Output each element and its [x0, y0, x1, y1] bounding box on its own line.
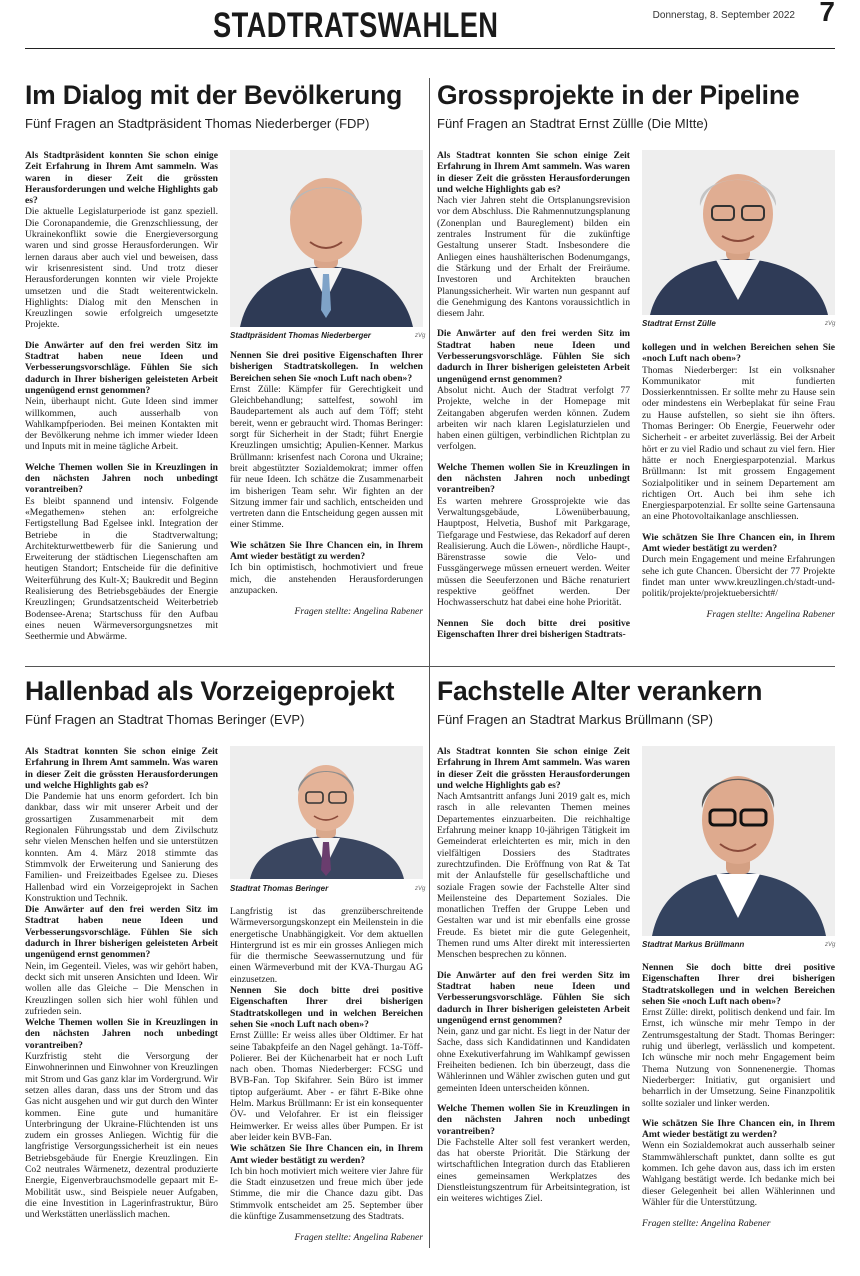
question: Welche Themen wollen Sie in Kreuzlingen in den nächsten Jahren noch unbedingt vorantreiben?	[437, 461, 630, 496]
question: Nennen Sie doch bitte drei positive Eigenschaften Ihrer drei bisherigen Stadtrats-	[437, 617, 630, 640]
answer: Nach Amtsantritt anfangs Juni 2019 galt es, mich rasch in alle relevanten Themen meines Departementes einzuarbeiten. Die reichhaltige Erfahrung meiner knapp 10-jährigen Tätigkeit im Gemeinderat erleichterten es mir, mich in den vielfältigen Dossiers des Stadtrates zurechtzufinden. Die Eröffnung von Rat & Tat mit der Anlaufstelle für gesellschaftliche und soziale Fragen sowie der Fachstelle Alter sind Meilensteine des Departement Soziales. Die monatlichen Treffen der Gruppe Leben und Gestalten war und ist mir ebenfalls eine grosse Freude. Es bietet mir die gute Gelegenheit, Themen rund ums Alter direkt mit interessierten Menschen besprechen zu können.	[437, 791, 630, 961]
subtitle: Fünf Fragen an Stadtrat Markus Brüllmann (SP)	[437, 712, 714, 727]
article-niederberger-col1	[25, 150, 218, 660]
answer: Wenn ein Sozialdemokrat auch ausserhalb seiner Stammwählerschaft punktet, dann sollte es gut kommen. Ich gehe davon aus, dass ich im ersten Wahlgang bestätigt werde. Ich bedanke mich bei dieser Gelegenheit bei allen Wählerinnen und Wähler für die Unterstützung.	[642, 1140, 835, 1208]
question: Als Stadtrat konnten Sie schon einige Zeit Erfahrung in Ihrem Amt sammeln. Was waren in dieser Zeit die grössten Herausforderungen und welche Highlights gab es?	[437, 150, 630, 195]
answer: Ernst Zülle: direkt, politisch denkend und fair. Im Ernst, ich wünsche mir mehr Tempo in der Zentrumsgestaltung der Stadt. Thomas Beringer: ruhig und überlegt, verlässlich und kompetent. Ich wünsche mir noch mehr Engagement beim Thema Nutzung von Sonnenenergie. Thomas Niederberger: Initiativ, gut organisiert und beharrlich in der Umsetzung. Seine Finanzpolitik sollte sozialer und linker werden.	[642, 1007, 835, 1109]
answer: Nein, überhaupt nicht. Gute Ideen sind immer willkommen, auch ausserhalb von Wahlkampfperioden. Bei meinen Kontakten mit der Bevölkerung nehme ich immer wieder Ideen und Inputs mit in meine tägliche Arbeit.	[25, 396, 218, 453]
question: Als Stadtpräsident konnten Sie schon einige Zeit Erfahrung in Ihrem Amt sammeln. Was waren in dieser Zeit die grössten Herausforderungen und welche Highlights gab es?	[25, 150, 218, 207]
author-credit: Fragen stellte: Angelina Rabener	[294, 1231, 423, 1243]
article-bruellmann-col1	[437, 746, 630, 1246]
column-divider	[429, 78, 430, 1248]
portrait-beringer-image	[230, 746, 423, 879]
photo-caption: Stadtrat Thomas Beringer	[230, 884, 329, 893]
question: Als Stadtrat konnten Sie schon einige Zeit Erfahrung in Ihrem Amt sammeln. Was waren in dieser Zeit die grössten Herausforderungen und welche Highlights gab es?	[437, 746, 630, 791]
question: Nennen Sie drei positive Eigenschaften Ihrer bisherigen Stadtratskollegen. In welchen Bereichen sehen Sie «noch Luft nach oben»?	[230, 350, 423, 384]
answer: Ernst Zülle: Kämpfer für Gerechtigkeit und Gleichbehandlung; sattelfest, sowohl im Baudepartement als auch auf dem Töff; steht bereit, wenn er gebraucht wird. Thomas Beringer: sorgt für Sicherheit in der Stadt; führt Energie Kreuzlingen umsichtig; Apulien-Kenner. Markus Brüllmann: krisenfest nach Corona und Ukraine; breit abgestützter Sozialdemokrat; immer offen für neue Ideen. Ich schätze die Zusammenarbeit im bisherigen Team sehr. Wir fighten an der Sitzung immer fair und sachlich, entscheiden und vertreten dann die Entscheidung gegen aussen mit einer Stimme.	[230, 383, 423, 531]
portrait-photo	[642, 746, 835, 936]
portrait-zuelle-image	[642, 150, 835, 315]
portrait-photo	[230, 746, 423, 879]
question: Wie schätzen Sie Ihre Chancen ein, in Ihrem Amt wieder bestätigt zu werden?	[230, 1143, 423, 1166]
question: Welche Themen wollen Sie in Kreuzlingen in den nächsten Jahren noch unbedingt vorantreiben?	[25, 461, 218, 496]
photo-credit: zVg	[415, 886, 426, 892]
answer: Ich bin hoch motiviert mich weitere vier Jahre für die Stadt einzusetzen und freue mich über jede Stimme, die mir die Chance dazu gibt. Das Stimmvolk entscheidet am 25. September über die künftige Zusammensetzung des Stadtrats.	[230, 1165, 423, 1223]
question: Die Anwärter auf den frei werden Sitz im Stadtrat haben neue Ideen und Verbesserungsvorschläge. Fühlen Sie sich dadurch in Ihrer bisherigen geleisteten Arbeit ungenügend ernst genommen?	[437, 969, 630, 1026]
headline: Hallenbad als Vorzeigeprojekt	[25, 676, 395, 706]
photo-credit: zVg	[415, 333, 426, 339]
question: Als Stadtrat konnten Sie schon einige Zeit Erfahrung in Ihrem Amt sammeln. Was waren in dieser Zeit die grössten Herausforderungen und welche Highlights gab es?	[25, 746, 218, 791]
answer: Nein, ganz und gar nicht. Es liegt in der Natur der Sache, dass sich Kandidatinnen und Kandidaten ohne Exekutiverfahrung im Wahlkampf gewissen Freiheiten bedienen. Ich bin überzeugt, dass die Wählerinnen und Wähler zwischen guten und gut gemeinten Ideen unterscheiden können.	[437, 1026, 630, 1094]
article-bruellmann-col2	[642, 962, 835, 1246]
portrait-photo	[230, 150, 423, 327]
answer: Kurzfristig steht die Versorgung der Einwohnerinnen und Einwohner von Kreuzlingen mit Strom und Gas ganz klar im Vordergrund. Wir setzen alles daran, dass uns der Strom und das Gas nicht ausgehen und wir gut durch den Winter kommen. Eine gute und humanitäre Unterbringung der Ukraine-Flüchtenden ist uns zudem ein grosses Anliegen. Wichtig für die langfristige Versorgungssicherheit ist ein neues Betriebsgebäude für Energie Kreuzlingen. Ein Co2 neutrales Wärmenetz, dezentral produzierte Energie, Eigenverbrauchsmodelle gepaart mit E-Mobilität usw., sind Beispiele neuer Aufgaben, die eine Investition in Lagerinfrastruktur, Büro und Werkstätten unerlässlich machen.	[25, 1051, 218, 1221]
photo-caption: Stadtrat Markus Brüllmann	[642, 940, 745, 949]
issue-date: Donnerstag, 8. September 2022	[652, 10, 795, 21]
author-credit: Fragen stellte: Angelina Rabener	[642, 1217, 771, 1229]
article-zuelle-col1	[437, 150, 630, 660]
answer: Die Fachstelle Alter soll fest verankert werden, das hat oberste Priorität. Die Stärkung der wirtschaftlichen Integration durch das Etablieren eines gemeinsamen Werkplatzes des Dienstleistungszentrum für Arbeitsintegration, ist ein weiteres wichtiges Ziel.	[437, 1136, 630, 1205]
answer: Es bleibt spannend und intensiv. Folgende «Megathemen» stehen an: erfolgreiche Fertigstellung Bad Egelsee inkl. Integration der Betriebe in die Stadtverwaltung; Architekturwettbewerb für die Sanierung und Erweiterung der städtischen Liegenschaften am heutigen Standort; Entscheide für die definitive Weiterführung des Kult-X; Baukredit und Beginn Realisierung des Betriebsgebäudes der Energie Kreuzlingen; Grundsatzentscheid Weiterbetrieb Bodensee-Arena; Startschuss für den Aufbau eines neuen Wärmeversorgungsnetzes mit Seethermie und Abwärme.	[25, 495, 218, 643]
answer: Nein, im Gegenteil. Vieles, was wir gehört haben, deckt sich mit unseren Ansichten und Ideen. Wir wollen alle das Gleiche – Die Menschen in Kreuzlingen sollen sich hier wohl fühlen und zufrieden sein.	[25, 960, 218, 1017]
article-zuelle-col2	[642, 342, 835, 654]
question: Wie schätzen Sie Ihre Chancen ein, in Ihrem Amt wieder bestätigt zu werden?	[230, 539, 423, 563]
answer: Thomas Niederberger: Ist ein volksnaher Kommunikator mit fundierten Dossierkenntnissen. Er sollte mehr zu Hause sein oder mindestens ein Werbeplakat für seine Frau zu Hause aufstellen, so sieht sie ihn öfters. Thomas Beringer: Ob Energie, Feuerwehr oder Sicherheit - er arbeitet zuverlässig. Bei der Arbeit hört er zu viel Radio und schaut zu viel fern. Hier hätte er noch Energiesparpotenzial. Markus Brüllmann: Ist mit grossem Engagement Sozialpolitiker und in seinem Departement am richtigen Ort. Auch bei ihm sehe ich Energiesparpotenzial. Er sollte seine Gartensauna an eine Photovoltaikanlage anschliessen.	[642, 364, 835, 523]
answer: Langfristig ist das grenzüberschreitende Wärmeversorgungskonzept ein Meilenstein in die energetische Unabhängigkeit. Vor dem aktuellen Hintergrund ist es mir ein grosses Anliegen mich für die thermische Seewassernutzung und für einen Wärmeverbund mit der KVA-Thurgau AG einzusetzen.	[230, 906, 423, 985]
photo-caption: Stadtpräsident Thomas Niederberger	[230, 331, 371, 340]
answer: Die Pandemie hat uns enorm gefordert. Ich bin dankbar, dass wir mit unserer Arbeit und der grossartigen Zusammenarbeit mit dem Regionalen Führungsstab und dem Zivilschutz sehr vielen Menschen helfen und sie unterstützen konnten. Am 4. März 2018 stimmte das Stimmvolk der Erweiterung und Sanierung des Familien- und Freizeitbades Egelsee zu. Dieses Hallenbad wird ein Vorzeigeprojekt in Sachen Konstruktion und Technik.	[25, 791, 218, 904]
article-niederberger	[25, 80, 423, 131]
article-niederberger-col2	[230, 350, 423, 655]
question: Die Anwärter auf den frei werden Sitz im Stadtrat haben neue Ideen und Verbesserungsvorschläge. Fühlen Sie sich dadurch in Ihrer bisherigen geleisteten Arbeit ungenügend ernst genommen?	[437, 328, 630, 385]
question: Nennen Sie doch bitte drei positive Eigenschaften Ihrer drei bisherigen Stadtratskollegen und in welchen Bereichen sehen Sie «noch Luft nach oben»?	[642, 962, 835, 1007]
question: Wie schätzen Sie Ihre Chancen ein, in Ihrem Amt wieder bestätigt zu werden?	[642, 531, 835, 555]
question: Welche Themen wollen Sie in Kreuzlingen in den nächsten Jahren noch unbedingt vorantreiben?	[25, 1017, 218, 1051]
article-zuelle	[437, 80, 835, 131]
answer: Ernst Züllle: Er weiss alles über Oldtimer. Er hat seine Tabakpfeife an den Nagel gehängt. 1a-Töff-Polierer. Bei der Küchenarbeit hat er noch Luft nach oben. Thomas Niederberger: FCSG und BVB-Fan. Top Skifahrer. Sein Büro ist immer tiptop aufgeräumt. Aber - er fährt E-Bike ohne Helm. Markus Brüllmann: Er ist ein konsequenter ÖV- und Velofahrer. Er ist ein fleissiger Heimwerker. Er weiss alles über Pumpen. Er ist aber leider kein BVB-Fan.	[230, 1030, 423, 1143]
portrait-bruellmann-image	[642, 746, 835, 936]
answer: Ich bin optimistisch, hochmotiviert und freue mich, die anstehenden Herausforderungen anzupacken.	[230, 562, 423, 596]
photo-credit: zVg	[825, 321, 836, 327]
photo-caption: Stadtrat Ernst Zülle	[642, 319, 716, 328]
section-title: STADTRATSWAHLEN	[213, 6, 499, 45]
article-beringer-col2	[230, 906, 423, 1246]
subtitle: Fünf Fragen an Stadtrat Thomas Beringer (EVP)	[25, 712, 305, 727]
subtitle: Fünf Fragen an Stadtpräsident Thomas Niederberger (FDP)	[25, 116, 370, 131]
portrait-niederberger-image	[230, 150, 423, 327]
row-divider	[25, 666, 835, 667]
masthead	[25, 0, 835, 49]
article-bruellmann	[437, 676, 835, 727]
subtitle: Fünf Fragen an Stadtrat Ernst Züllle (Die MItte)	[437, 116, 708, 131]
portrait-photo	[642, 150, 835, 315]
question: Welche Themen wollen Sie in Kreuzlingen in den nächsten Jahren noch unbedingt vorantreiben?	[437, 1102, 630, 1137]
photo-credit: zVg	[825, 942, 836, 948]
author-credit: Fragen stellte: Angelina Rabener	[706, 609, 835, 621]
question: Die Anwärter auf den frei werden Sitz im Stadtrat haben neue Ideen und Verbesserungsvorschläge. Fühlen Sie sich dadurch in Ihrer bisherigen geleisteten Arbeit ungenügend ernst genommen?	[25, 904, 218, 961]
answer: Absolut nicht. Auch der Stadtrat verfolgt 77 Projekte, welche in der Homepage mit Zeitangaben abgerufen werden können. Zudem arbeiten wir nach klaren Legislaturzielen und haben einen gültigen, verbindlichen Richtplan zu verfolgen.	[437, 384, 630, 453]
author-credit: Fragen stellte: Angelina Rabener	[294, 605, 423, 617]
headline: Grossprojekte in der Pipeline	[437, 80, 800, 110]
article-beringer	[25, 676, 423, 727]
page-number: 7	[819, 0, 835, 27]
headline: Fachstelle Alter verankern	[437, 676, 763, 706]
article-beringer-col1	[25, 746, 218, 1246]
headline: Im Dialog mit der Bevölkerung	[25, 80, 403, 110]
question: Die Anwärter auf den frei werden Sitz im Stadtrat haben neue Ideen und Verbesserungsvorschläge. Fühlen Sie sich dadurch in Ihrer bisherigen geleisteten Arbeit ungenügend ernst genommen?	[25, 339, 218, 396]
question: kollegen und in welchen Bereichen sehen Sie «noch Luft nach oben»?	[642, 342, 835, 365]
question: Wie schätzen Sie Ihre Chancen ein, in Ihrem Amt wieder bestätigt zu werden?	[642, 1117, 835, 1141]
question: Nennen Sie doch bitte drei positive Eigenschaften Ihrer drei bisherigen Stadtratskollegen und in welchen Bereichen sehen Sie «noch Luft nach oben»?	[230, 985, 423, 1030]
answer: Durch mein Engagement und meine Erfahrungen sehe ich gute Chancen. Übersicht der 77 Projekte findet man unter www.kreuzlingen.ch/stadt-und-politik/projekte/projektuebersicht#/	[642, 554, 835, 600]
answer: Die aktuelle Legislaturperiode ist ganz speziell. Die Coronapandemie, die Grenzschliessung, der Ukrainekonflikt sowie die Energieversorgung waren und sind grosse Herausforderungen. Wir lernen daraus aber auch viel und beweisen, dass wir krisenresistent sind. Und trotz dieser Herausforderungen konnten wir viele Projekte umsetzen und die Stadt weiterentwickeln. Highlights: Dialog mit den Menschen in Kreuzlingen sowie erfolgreich umgesetzte Projekte.	[25, 206, 218, 331]
answer: Es warten mehrere Grossprojekte wie das Verwaltungsgebäude, Löwenüberbauung, Hauptpost, Helvetia, Bushof mit Parkgarage, Tiefgarage und Festwiese, das Rekadorf auf deren Realisierung. Auch die Löwen-, nördliche Haupt-, Bärenstrasse sowie die Velo- und Fussgängerwege müssen erneuert werden. Weiter müssen die Seeuferzonen und Bäche renaturiert respektive geöffnet werden. Der Hochwasserschutz hat dabei eine hohe Priorität.	[437, 495, 630, 609]
answer: Nach vier Jahren steht die Ortsplanungsrevision vor dem Abschluss. Die Rahmennutzungsplanung (Zonenplan und Baureglement) bilden ein zentrales Instrument für die zukünftige Gestaltung unserer Stadt. Insbesondere die Anliegen eines haushälterischen Bodenumgangs, die Stärkung und der Erhalt der Freiräume. Investoren und Architekten brauchen Planungssicherheit. Wir warten nun gespannt auf die Genehmigung des Kantons voraussichtlich in diesem Jahr.	[437, 195, 630, 320]
